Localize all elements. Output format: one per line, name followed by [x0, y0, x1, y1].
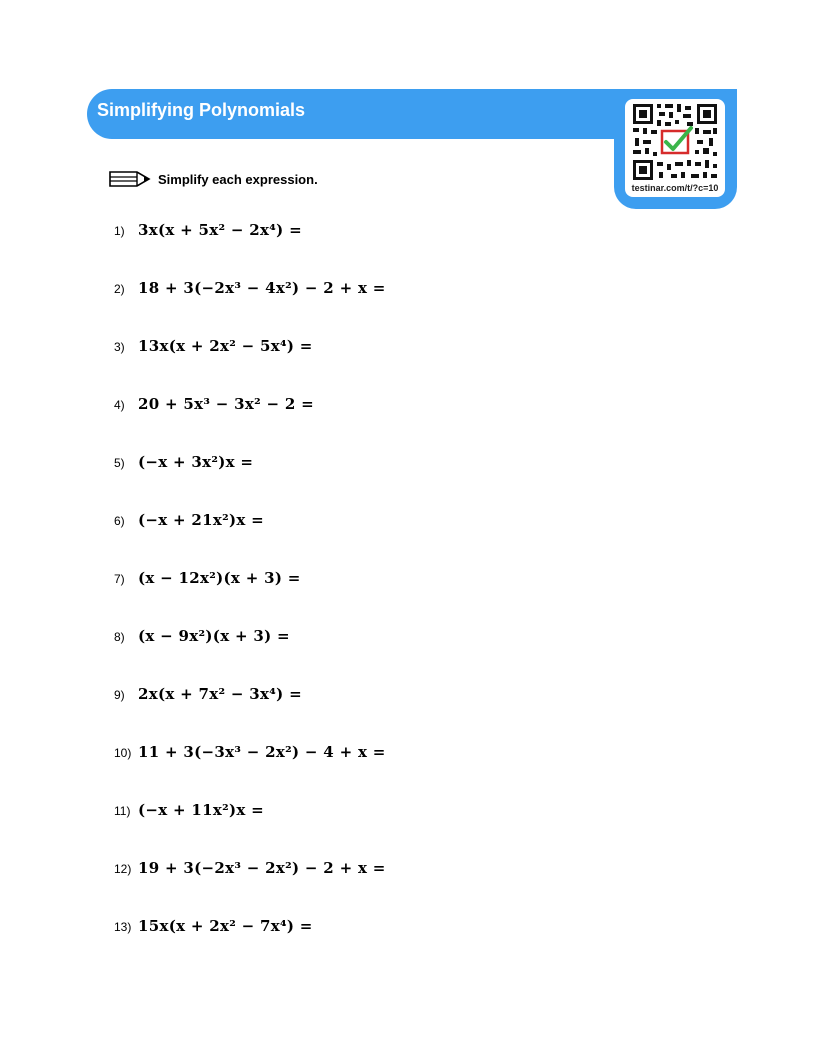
problem-item: [114, 453, 253, 471]
problem-item: [114, 627, 290, 645]
problem-expression: 13x(x + 2x² − 5x⁴) =: [138, 337, 313, 355]
qr-url-text[interactable]: testinar.com/t/?c=10: [631, 183, 719, 193]
problem-item: [114, 511, 264, 529]
problem-number: 1): [114, 224, 125, 238]
problem-item: [114, 685, 302, 703]
problem-number: 3): [114, 340, 125, 354]
problem-expression: 3x(x + 5x² − 2x⁴) =: [138, 221, 302, 239]
problem-number: 4): [114, 398, 125, 412]
problem-expression: 15x(x + 2x² − 7x⁴) =: [138, 917, 313, 935]
qr-code-icon: [631, 102, 719, 182]
problem-expression: (x − 9x²)(x + 3) =: [138, 627, 290, 645]
problem-number: 5): [114, 456, 125, 470]
problem-number: 9): [114, 688, 125, 702]
pencil-icon: [109, 169, 151, 189]
problem-expression: (x − 12x²)(x + 3) =: [138, 569, 301, 587]
problem-item: [114, 279, 386, 297]
problem-expression: (−x + 11x²)x =: [138, 801, 265, 819]
problem-expression: 20 + 5x³ − 3x² − 2 =: [138, 395, 315, 413]
problem-expression: 2x(x + 7x² − 3x⁴) =: [138, 685, 302, 703]
page-title: Simplifying Polynomials: [97, 100, 306, 120]
instruction-row: [109, 168, 318, 190]
problem-number: 2): [114, 282, 125, 296]
problem-number: 13): [114, 920, 132, 934]
problem-item: [114, 859, 386, 877]
problem-expression: 19 + 3(−2x³ − 2x²) − 2 + x =: [138, 859, 386, 877]
qr-code-panel: [614, 89, 737, 209]
problem-expression: (−x + 3x²)x =: [138, 453, 254, 471]
problem-number: 8): [114, 630, 125, 644]
problem-item: [114, 801, 264, 819]
problem-expression: (−x + 21x²)x =: [138, 511, 265, 529]
problem-item: [114, 395, 314, 413]
qr-code-card[interactable]: [625, 99, 725, 197]
problem-item: [114, 337, 313, 355]
problem-expression: 18 + 3(−2x³ − 4x²) − 2 + x =: [138, 279, 386, 297]
problem-item: [114, 569, 301, 587]
problem-number: 6): [114, 514, 125, 528]
problem-expression: 11 + 3(−3x³ − 2x²) − 4 + x =: [138, 743, 386, 761]
problem-number: 10): [114, 746, 132, 760]
problem-item: [114, 917, 313, 935]
problem-number: 11): [114, 804, 131, 818]
problem-item: [114, 221, 302, 239]
problem-number: 7): [114, 572, 125, 586]
instruction-text: Simplify each expression.: [158, 171, 318, 187]
problem-number: 12): [114, 862, 132, 876]
problem-item: [114, 743, 386, 761]
